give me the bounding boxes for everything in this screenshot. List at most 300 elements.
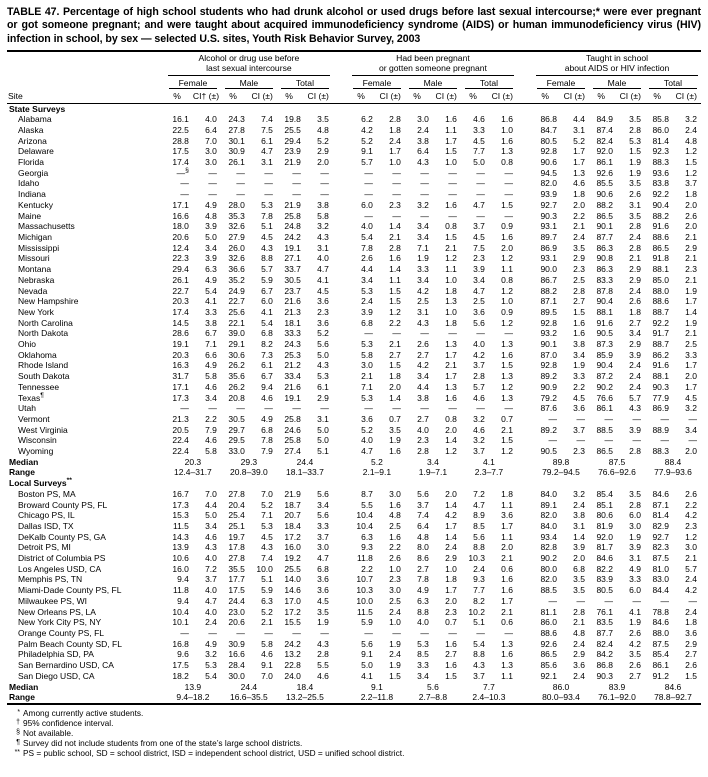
group-gap <box>333 457 349 468</box>
table-row <box>7 296 701 307</box>
percent-value: 20.7 <box>284 510 301 521</box>
ci-value: 5.1 <box>261 574 273 585</box>
footnote <box>10 728 699 738</box>
percent-value: — <box>180 189 189 200</box>
percent-value: — <box>476 189 485 200</box>
ci-value: 1.8 <box>501 488 513 499</box>
table-row <box>7 136 701 147</box>
ci-value: 2.2 <box>205 413 217 424</box>
percent-value: 85.8 <box>652 114 669 125</box>
group-gap <box>333 403 349 414</box>
ci-value: 5.3 <box>261 199 273 210</box>
percent-value: 89.5 <box>540 306 557 317</box>
percent-value: — <box>180 628 189 638</box>
ci-value: 4.2 <box>685 510 697 521</box>
ci-value: 2.0 <box>317 157 329 168</box>
ci-value: 4.9 <box>205 199 217 210</box>
group-gap <box>333 307 349 318</box>
ci-value: 6.8 <box>573 563 585 574</box>
ci-value: 3.3 <box>205 306 217 317</box>
percent-value: 7.5 <box>473 242 485 253</box>
ci-value: 2.1 <box>445 242 457 253</box>
percent-value: 76.1 <box>596 606 613 617</box>
column-group-label <box>168 52 330 75</box>
ci-value: 5.4 <box>205 285 217 296</box>
ci-value: 1.2 <box>501 381 513 392</box>
percent-value: 17.7 <box>228 574 245 585</box>
percent-value: 90.4 <box>596 296 613 307</box>
percent-value: 84.6 <box>652 617 669 628</box>
median-value: 24.4 <box>296 456 314 467</box>
group-gap <box>333 382 349 393</box>
percent-value: 79.2 <box>540 392 557 403</box>
ci-value: 4.0 <box>205 553 217 564</box>
percent-value: 9.6 <box>177 649 189 660</box>
ci-value: — <box>504 628 513 638</box>
percent-value: 8.5 <box>417 649 429 660</box>
ci-value: 1.4 <box>685 306 697 317</box>
percent-value: 24.8 <box>284 221 301 232</box>
percent-value: 28.4 <box>228 660 245 671</box>
ci-value: 1.9 <box>389 638 401 649</box>
percent-value: 25.5 <box>284 563 301 574</box>
ci-header: CI† (±) <box>193 89 221 104</box>
percent-value: 12.4 <box>172 242 189 253</box>
percent-value: 11.8 <box>172 585 189 596</box>
percent-value: 3.6 <box>361 413 373 424</box>
group-gap <box>333 339 349 350</box>
ci-value: 4.5 <box>317 285 329 296</box>
ci-value: — <box>632 413 641 424</box>
ci-value: 1.0 <box>501 296 513 307</box>
percent-value: 13.9 <box>172 542 189 553</box>
ci-value: — <box>392 403 401 414</box>
percent-value: 16.7 <box>172 488 189 499</box>
ci-value: 5.0 <box>317 349 329 360</box>
ci-value: 1.8 <box>389 371 401 382</box>
ci-value: 4.6 <box>573 178 585 189</box>
percent-value: 29.5 <box>228 435 245 446</box>
ci-value: 2.1 <box>685 274 697 285</box>
ci-value: 3.0 <box>389 585 401 596</box>
percent-value: 5.7 <box>473 381 485 392</box>
ci-value: — <box>392 167 401 178</box>
ci-value: 0.6 <box>501 563 513 574</box>
percent-header: % <box>589 89 617 104</box>
percent-value: 24.0 <box>284 670 301 681</box>
ci-value: 1.9 <box>685 317 697 328</box>
percent-value: 18.1 <box>284 317 301 328</box>
table-row <box>7 350 701 361</box>
group-gap <box>333 435 349 446</box>
percent-value: 2.5 <box>417 296 429 307</box>
range-value: 9.4–18.2 <box>165 692 221 704</box>
percent-value: 2.1 <box>361 371 373 382</box>
ci-value: 2.9 <box>573 649 585 660</box>
ci-value: — <box>264 167 273 178</box>
ci-value: 4.5 <box>261 231 273 242</box>
ci-value: 4.5 <box>573 392 585 403</box>
percent-value: 24.2 <box>284 638 301 649</box>
site-name: Michigan <box>18 231 53 242</box>
ci-value: 1.7 <box>685 360 697 371</box>
group-gap <box>333 200 349 211</box>
median-value: 29.3 <box>240 456 258 467</box>
table-row <box>7 114 701 125</box>
percent-value: 3.2 <box>417 199 429 210</box>
site-name: Mississippi <box>18 242 60 253</box>
percent-value: — <box>236 167 245 178</box>
group-gap <box>333 371 349 382</box>
percent-header: % <box>461 89 489 104</box>
percent-value: 85.9 <box>596 349 613 360</box>
ci-value: 2.8 <box>629 124 641 135</box>
ci-value: 3.4 <box>205 242 217 253</box>
percent-value: 94.5 <box>540 167 557 178</box>
percent-value: 21.3 <box>284 306 301 317</box>
ci-value: 4.3 <box>261 542 273 553</box>
subcolumn-header-female <box>533 76 589 89</box>
ci-value: 0.7 <box>389 413 401 424</box>
ci-value: 1.8 <box>445 574 457 585</box>
ci-value: 5.0 <box>205 510 217 521</box>
group-gap <box>517 275 533 286</box>
table-row <box>7 628 701 639</box>
percent-value: 90.5 <box>596 328 613 339</box>
ci-value: 2.3 <box>685 264 697 275</box>
ci-value: 3.8 <box>573 339 585 350</box>
ci-value: 1.6 <box>501 349 513 360</box>
ci-value: 2.5 <box>685 339 697 350</box>
ci-value: — <box>392 178 401 189</box>
ci-value: — <box>448 403 457 414</box>
table-row <box>7 211 701 222</box>
percent-value: — <box>292 628 301 638</box>
ci-value: 1.8 <box>685 189 697 200</box>
group-gap <box>333 157 349 168</box>
percent-value: 17.1 <box>172 381 189 392</box>
ci-value: 5.3 <box>261 520 273 531</box>
percent-value: 89.7 <box>540 231 557 242</box>
ci-value: 3.5 <box>573 242 585 253</box>
percent-value: 86.0 <box>652 124 669 135</box>
percent-value: 5.6 <box>417 488 429 499</box>
site-name: New Orleans PS, LA <box>18 606 96 617</box>
percent-value: 4.3 <box>417 157 429 168</box>
ci-value: 1.4 <box>445 435 457 446</box>
group-gap <box>333 221 349 232</box>
percent-value: 29.4 <box>172 264 189 275</box>
percent-value: 10.4 <box>172 606 189 617</box>
ci-value: 2.9 <box>685 638 697 649</box>
group-label-line2: or gotten someone pregnant <box>378 62 487 73</box>
percent-value: 91.6 <box>652 221 669 232</box>
ci-value: 4.3 <box>317 360 329 371</box>
percent-value: 39.0 <box>228 328 245 339</box>
ci-value: 3.3 <box>317 520 329 531</box>
ci-value: — <box>392 210 401 221</box>
percent-value: 7.8 <box>417 574 429 585</box>
percent-value: 87.2 <box>596 371 613 382</box>
ci-value: — <box>320 167 329 178</box>
group-gap <box>333 628 349 639</box>
ci-value: 1.3 <box>573 167 585 178</box>
percent-value: 4.2 <box>361 124 373 135</box>
percent-value: 30.6 <box>228 349 245 360</box>
percent-value: 93.1 <box>540 253 557 264</box>
percent-value: 86.5 <box>652 242 669 253</box>
ci-value: 5.8 <box>205 371 217 382</box>
percent-value: 33.4 <box>284 371 301 382</box>
percent-value: 3.7 <box>473 670 485 681</box>
percent-value: — <box>604 413 613 424</box>
ci-value: 4.8 <box>317 124 329 135</box>
percent-value: 20.3 <box>172 349 189 360</box>
ci-value: 2.8 <box>573 285 585 296</box>
percent-value: 6.8 <box>361 317 373 328</box>
site-name: Tennessee <box>18 381 60 392</box>
ci-value: — <box>320 189 329 200</box>
percent-value: 8.2 <box>473 595 485 606</box>
group-gap <box>333 275 349 286</box>
percent-value: 2.4 <box>361 296 373 307</box>
ci-value: 0.9 <box>501 221 513 232</box>
group-gap <box>517 393 533 404</box>
percent-value: 30.5 <box>228 413 245 424</box>
footnote-text: 95% confidence interval. <box>23 717 114 728</box>
percent-value: 84.7 <box>540 124 557 135</box>
percent-value: 36.6 <box>228 264 245 275</box>
percent-value: 30.1 <box>228 135 245 146</box>
percent-value: 33.3 <box>284 328 301 339</box>
site-name: Wyoming <box>18 446 54 457</box>
ci-value: 3.1 <box>629 553 641 564</box>
percent-value: 25.8 <box>284 210 301 221</box>
ci-value: 6.4 <box>205 124 217 135</box>
ci-header: CI (±) <box>673 89 701 104</box>
percent-value: 6.3 <box>417 595 429 606</box>
ci-value: 1.3 <box>501 371 513 382</box>
group-gap <box>517 489 533 500</box>
percent-value: 81.1 <box>540 606 557 617</box>
percent-value: 25.8 <box>284 435 301 446</box>
ci-value: 2.4 <box>629 231 641 242</box>
percent-value: 82.2 <box>596 563 613 574</box>
ci-value: 1.9 <box>629 157 641 168</box>
group-label-line1: Taught in school <box>585 53 649 64</box>
percent-value: 10.4 <box>356 520 373 531</box>
percent-value: 87.5 <box>652 553 669 564</box>
ci-value: 3.5 <box>573 585 585 596</box>
percent-value: 22.5 <box>172 124 189 135</box>
group-gap <box>517 467 533 478</box>
ci-value: 1.1 <box>501 499 513 510</box>
percent-value: 92.7 <box>652 531 669 542</box>
percent-value: 89.1 <box>540 499 557 510</box>
percent-value: — <box>420 178 429 189</box>
ci-value: 1.7 <box>445 371 457 382</box>
percent-value: 9.1 <box>361 649 373 660</box>
percent-value: 87.4 <box>596 124 613 135</box>
percent-value: 5.6 <box>361 638 373 649</box>
median-value: 89.8 <box>552 456 570 467</box>
ci-value: 4.0 <box>317 253 329 264</box>
group-gap <box>517 500 533 511</box>
percent-value: — <box>236 628 245 638</box>
percent-value: 86.1 <box>596 157 613 168</box>
site-name: New York <box>18 306 54 317</box>
percent-value: 82.4 <box>596 135 613 146</box>
ci-value: 1.2 <box>501 253 513 264</box>
header-spacer <box>333 51 349 103</box>
group-gap <box>517 371 533 382</box>
ci-value: 3.0 <box>629 520 641 531</box>
table-row <box>7 264 701 275</box>
ci-value: 1.4 <box>389 392 401 403</box>
percent-value: — <box>420 210 429 221</box>
ci-value: 2.4 <box>573 670 585 681</box>
percent-value: — <box>476 167 485 178</box>
table-row <box>7 435 701 446</box>
percent-value: 28.8 <box>172 135 189 146</box>
ci-value: 2.7 <box>629 670 641 681</box>
group-gap <box>333 178 349 189</box>
percent-value: 9.3 <box>473 574 485 585</box>
median-value: 5.2 <box>371 456 383 467</box>
percent-value: 21.3 <box>172 413 189 424</box>
percent-value: — <box>420 167 429 178</box>
percent-value: 86.5 <box>540 649 557 660</box>
percent-value: 4.6 <box>473 424 485 435</box>
ci-value: 6.8 <box>317 563 329 574</box>
ci-value: 4.9 <box>261 413 273 424</box>
percent-value: 7.2 <box>473 488 485 499</box>
site-name: South Dakota <box>18 371 70 382</box>
group-gap <box>333 136 349 147</box>
ci-value: 6.3 <box>205 264 217 275</box>
ci-value: 1.2 <box>685 167 697 178</box>
ci-value: 1.9 <box>685 285 697 296</box>
percent-value: 92.2 <box>652 317 669 328</box>
percent-value: 30.0 <box>228 670 245 681</box>
ci-value: 2.4 <box>629 360 641 371</box>
percent-value: — <box>420 189 429 200</box>
ci-value: 5.7 <box>685 563 697 574</box>
percent-value: 17.4 <box>172 157 189 168</box>
ci-value: 5.0 <box>317 435 329 446</box>
site-name: Georgia <box>18 167 49 178</box>
ci-value: 5.2 <box>261 499 273 510</box>
table-row <box>7 243 701 254</box>
percent-value: 26.2 <box>228 381 245 392</box>
ci-value: 1.6 <box>445 660 457 671</box>
percent-value: — <box>292 178 301 189</box>
ci-value: 1.6 <box>445 392 457 403</box>
percent-value: 3.8 <box>417 135 429 146</box>
percent-value: 17.2 <box>284 606 301 617</box>
percent-value: 87.1 <box>652 499 669 510</box>
column-group-header <box>165 51 333 75</box>
site-name: Maine <box>18 210 42 221</box>
ci-value: 2.4 <box>629 285 641 296</box>
percent-value: 9.3 <box>361 542 373 553</box>
percent-value: 2.7 <box>417 563 429 574</box>
ci-value: 5.6 <box>317 488 329 499</box>
percent-value: 4.0 <box>361 221 373 232</box>
table-row <box>7 178 701 189</box>
ci-value: 3.6 <box>317 574 329 585</box>
percent-value: 4.5 <box>473 231 485 242</box>
percent-value: 5.7 <box>361 157 373 168</box>
percent-value: 22.7 <box>172 285 189 296</box>
percent-value: 10.4 <box>356 510 373 521</box>
ci-value: — <box>208 167 217 178</box>
percent-value: 22.4 <box>172 435 189 446</box>
percent-value: 87.5 <box>652 638 669 649</box>
percent-value: 25.3 <box>284 349 301 360</box>
ci-value: 2.1 <box>445 360 457 371</box>
ci-value: — <box>208 403 217 414</box>
ci-value: 1.6 <box>501 135 513 146</box>
percent-value: 91.8 <box>652 253 669 264</box>
subcolumn-label: Female <box>353 77 401 89</box>
site-name: Ohio <box>18 339 36 350</box>
ci-value: 4.2 <box>629 638 641 649</box>
ci-value: 2.0 <box>685 199 697 210</box>
ci-value: 2.9 <box>629 264 641 275</box>
percent-value: 32.6 <box>228 253 245 264</box>
ci-value: 5.1 <box>317 446 329 457</box>
percent-value: 88.6 <box>540 628 557 638</box>
percent-value: 5.1 <box>473 617 485 628</box>
percent-value: — <box>180 403 189 414</box>
ci-value: 1.5 <box>501 435 513 446</box>
ci-value: 4.2 <box>685 585 697 596</box>
ci-value: — <box>448 328 457 339</box>
percent-value: 2.8 <box>473 371 485 382</box>
ci-value: 1.7 <box>573 146 585 157</box>
group-gap <box>517 564 533 575</box>
ci-value: 4.2 <box>445 510 457 521</box>
percent-value: 86.9 <box>652 403 669 414</box>
ci-value: 2.0 <box>389 381 401 392</box>
percent-value: 27.8 <box>228 553 245 564</box>
group-gap <box>517 286 533 297</box>
group-gap <box>333 264 349 275</box>
percent-value: 20.6 <box>228 617 245 628</box>
percent-value: 14.0 <box>284 574 301 585</box>
ci-value: 9.4 <box>261 381 273 392</box>
ci-value: 3.1 <box>317 242 329 253</box>
percent-value: 4.4 <box>361 264 373 275</box>
percent-value: 27.9 <box>228 231 245 242</box>
ci-value: 1.0 <box>445 157 457 168</box>
ci-value: 3.6 <box>501 510 513 521</box>
percent-value: 17.0 <box>284 595 301 606</box>
ci-value: 5.9 <box>261 585 273 596</box>
site-name: Orange County PS, FL <box>18 628 104 638</box>
median-value: 24.4 <box>240 681 258 692</box>
group-gap <box>333 360 349 371</box>
site-name: Broward County PS, FL <box>18 499 108 510</box>
subcolumn-header-male <box>405 76 461 89</box>
range-value: 76.6–92.6 <box>598 467 636 478</box>
ci-value: 2.3 <box>389 574 401 585</box>
percent-value: 90.3 <box>596 670 613 681</box>
percent-value: 17.4 <box>172 306 189 317</box>
ci-value: 3.0 <box>685 542 697 553</box>
group-gap <box>517 617 533 628</box>
